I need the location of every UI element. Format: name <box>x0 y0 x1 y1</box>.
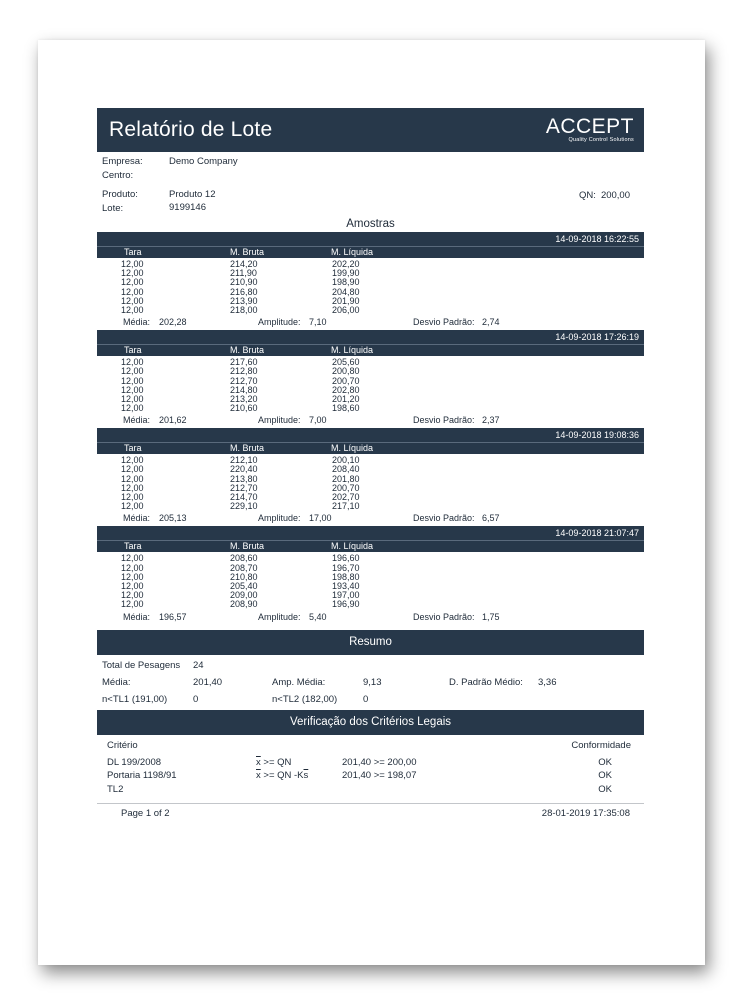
desvio-label: Desvio Padrão: <box>413 317 475 328</box>
media-value: 201,62 <box>159 415 187 426</box>
media-label: Média: <box>123 415 151 426</box>
sample-datetime: 14-09-2018 17:26:19 <box>97 330 644 344</box>
bruta-cell: 214,70 <box>230 492 258 502</box>
empresa-label: Empresa: <box>102 156 143 167</box>
sample-column-header <box>97 246 644 258</box>
tara-cell: 12,00 <box>121 473 144 484</box>
bruta-cell: 214,20 <box>230 259 258 269</box>
desvio-label: Desvio Padrão: <box>413 513 475 524</box>
liquida-cell: 198,60 <box>332 403 360 414</box>
amplitude-label: Amplitude: <box>258 415 301 426</box>
col-tara: Tara <box>124 247 142 257</box>
tara-cell: 12,00 <box>121 455 144 466</box>
bruta-cell: 211,90 <box>230 268 257 279</box>
liquida-cell: 196,90 <box>332 599 360 610</box>
table-row <box>97 358 644 367</box>
amplitude-label: Amplitude: <box>258 317 301 328</box>
produto-label: Produto: <box>102 189 138 200</box>
tara-cell: 12,00 <box>121 553 144 564</box>
sample-rows <box>97 356 644 413</box>
tl1-label: n<TL1 (191,00) <box>102 693 168 705</box>
tara-cell: 12,00 <box>121 580 144 591</box>
liquida-cell: 204,80 <box>332 286 360 297</box>
sample-column-header <box>97 442 644 454</box>
liquida-cell: 202,70 <box>332 492 360 502</box>
tara-cell: 12,00 <box>121 277 144 288</box>
report-info <box>97 152 644 216</box>
resumo-title: Resumo <box>97 630 644 655</box>
logo-subtitle: Quality Control Solutions <box>568 137 634 144</box>
formula-dl <box>256 757 291 768</box>
bruta-cell: 229,10 <box>230 501 258 512</box>
dp-value: 3,36 <box>538 676 557 688</box>
sample-block <box>97 330 644 428</box>
amplitude-label: Amplitude: <box>258 611 301 622</box>
table-row <box>97 386 644 395</box>
tara-cell: 12,00 <box>121 286 144 297</box>
sample-stats <box>97 610 644 625</box>
col-bruta: M. Bruta <box>230 541 265 552</box>
empresa-value: Demo Company <box>169 156 238 167</box>
tara-cell: 12,00 <box>121 393 144 404</box>
amp-value: 9,13 <box>363 676 382 688</box>
liquida-cell: 196,60 <box>332 553 360 564</box>
table-row <box>97 377 644 386</box>
bruta-cell: 213,20 <box>230 393 258 404</box>
sample-datetime: 14-09-2018 21:07:47 <box>97 526 644 540</box>
bruta-cell: 212,70 <box>230 375 258 386</box>
total-value: 24 <box>193 659 204 671</box>
table-row <box>97 573 644 582</box>
media-value: 196,57 <box>159 611 187 622</box>
media-value: 205,13 <box>159 513 187 524</box>
amplitude-label: Amplitude: <box>258 513 301 524</box>
table-row <box>97 582 644 591</box>
liquida-cell: 200,70 <box>332 482 360 493</box>
resumo-section <box>97 655 644 707</box>
total-label: Total de Pesagens <box>102 659 181 671</box>
centro-label: Centro: <box>102 170 134 181</box>
table-row <box>97 502 644 511</box>
bruta-cell: 213,90 <box>230 295 258 306</box>
media-label: Média: <box>102 676 131 688</box>
logo-wordmark: ACCEPT <box>545 115 634 139</box>
table-row <box>97 395 644 404</box>
liquida-cell: 193,40 <box>332 580 360 591</box>
dp-label: D. Padrão Médio: <box>449 676 523 688</box>
bruta-cell: 208,70 <box>230 562 258 573</box>
liquida-cell: 198,90 <box>332 277 360 288</box>
page-footer <box>97 804 644 820</box>
sample-datetime: 14-09-2018 19:08:36 <box>97 428 644 442</box>
sample-stats <box>97 511 644 526</box>
bruta-cell: 212,80 <box>230 366 258 377</box>
liquida-cell: 196,70 <box>332 562 360 573</box>
tara-cell: 12,00 <box>121 384 144 395</box>
liquida-cell: 197,00 <box>332 590 360 601</box>
table-row <box>97 367 644 376</box>
tara-cell: 12,00 <box>121 268 144 279</box>
col-tara: Tara <box>124 443 142 454</box>
criterio-tl2: TL2 <box>107 783 124 795</box>
formula-portaria <box>256 770 308 781</box>
x-bar-symbol: $\overline{x}$ <box>256 769 261 781</box>
verificacao-title: Verificação dos Critérios Legais <box>97 710 644 735</box>
bruta-cell: 217,60 <box>230 357 258 368</box>
sample-stats <box>97 315 644 330</box>
sample-column-header <box>97 540 644 552</box>
amp-label: Amp. Média: <box>272 676 326 688</box>
report-title: Relatório de Lote <box>109 118 273 141</box>
liquida-cell: 205,60 <box>332 357 360 368</box>
table-row <box>97 288 644 297</box>
liquida-cell: 201,20 <box>332 393 360 404</box>
table-row <box>97 278 644 287</box>
bruta-cell: 210,60 <box>230 403 258 414</box>
produto-value: Produto 12 <box>169 189 216 200</box>
lote-label: Lote: <box>102 203 124 214</box>
liquida-cell: 199,90 <box>332 268 360 279</box>
tara-cell: 12,00 <box>121 590 144 601</box>
report-content <box>97 108 644 820</box>
desvio-value: 6,57 <box>482 513 500 524</box>
bruta-cell: 208,60 <box>230 553 258 564</box>
tara-cell: 12,00 <box>121 501 144 512</box>
sample-block <box>97 526 644 624</box>
tara-cell: 12,00 <box>121 571 144 582</box>
amplitude-value: 5,40 <box>309 611 327 622</box>
accept-logo <box>546 116 634 144</box>
check-portaria: 201,40 >= 198,07 <box>342 769 417 781</box>
check-dl: 201,40 >= 200,00 <box>342 756 417 768</box>
sample-rows <box>97 552 644 609</box>
table-row <box>97 591 644 600</box>
sample-rows <box>97 258 644 315</box>
desvio-label: Desvio Padrão: <box>413 415 475 426</box>
desvio-value: 2,37 <box>482 415 500 426</box>
tara-cell: 12,00 <box>121 304 144 315</box>
verificacao-section <box>97 735 644 803</box>
bruta-cell: 210,80 <box>230 571 258 582</box>
bruta-cell: 216,80 <box>230 286 258 297</box>
tl2-label: n<TL2 (182,00) <box>272 693 338 705</box>
amplitude-value: 17,00 <box>309 513 332 524</box>
liquida-cell: 198,80 <box>332 571 360 582</box>
bruta-cell: 209,00 <box>230 590 258 601</box>
sample-datetime: 14-09-2018 16:22:55 <box>97 232 644 246</box>
liquida-cell: 208,40 <box>332 464 360 475</box>
media-label: Média: <box>123 611 151 622</box>
col-liquida: M. Líquida <box>331 345 374 356</box>
table-row <box>97 493 644 502</box>
tara-cell: 12,00 <box>121 482 144 493</box>
samples-list <box>97 232 644 625</box>
table-row <box>97 600 644 609</box>
result-dl: OK <box>598 756 612 768</box>
liquida-cell: 202,80 <box>332 384 360 395</box>
formula-dl-text: >= QN <box>263 756 292 768</box>
table-row <box>97 260 644 269</box>
col-tara: Tara <box>124 345 142 356</box>
criterio-portaria: Portaria 1198/91 <box>107 769 177 781</box>
tara-cell: 12,00 <box>121 403 144 414</box>
col-tara: Tara <box>124 541 142 552</box>
samples-section-title: Amostras <box>346 218 395 230</box>
table-row <box>97 564 644 573</box>
tl2-value: 0 <box>363 693 369 705</box>
tara-cell: 12,00 <box>121 366 144 377</box>
bruta-cell: 208,90 <box>230 599 258 610</box>
table-row <box>97 404 644 413</box>
page-number: Page 1 of 2 <box>121 807 170 819</box>
tara-cell: 12,00 <box>121 375 144 386</box>
desvio-value: 1,75 <box>482 611 500 622</box>
col-liquida: M. Líquida <box>331 247 374 257</box>
qn-label: QN: <box>579 190 596 201</box>
table-row <box>97 484 644 493</box>
col-bruta: M. Bruta <box>230 345 265 356</box>
bruta-cell: 212,70 <box>230 482 258 493</box>
tara-cell: 12,00 <box>121 464 144 475</box>
col-bruta: M. Bruta <box>230 443 265 454</box>
tl1-value: 0 <box>193 693 199 705</box>
media-label: Média: <box>123 317 151 328</box>
tara-cell: 12,00 <box>121 599 144 610</box>
liquida-cell: 202,20 <box>332 259 360 269</box>
lote-value: 9199146 <box>169 202 206 213</box>
criterio-dl: DL 199/2008 <box>107 756 162 768</box>
amplitude-value: 7,10 <box>309 317 327 328</box>
formula-portaria-text: >= QN -K <box>263 769 304 781</box>
bruta-cell: 205,40 <box>230 580 258 591</box>
liquida-cell: 200,80 <box>332 366 360 377</box>
result-tl2: OK <box>598 783 612 795</box>
table-row <box>97 475 644 484</box>
col-liquida: M. Líquida <box>331 541 374 552</box>
table-row <box>97 269 644 278</box>
col-liquida: M. Líquida <box>331 443 374 454</box>
media-value: 201,40 <box>193 676 223 688</box>
liquida-cell: 201,90 <box>332 295 360 306</box>
criterio-header: Critério <box>107 739 138 751</box>
qn-value: 200,00 <box>600 190 630 201</box>
sample-block <box>97 232 644 330</box>
desvio-label: Desvio Padrão: <box>413 611 475 622</box>
sample-block <box>97 428 644 526</box>
col-bruta: M. Bruta <box>230 247 265 257</box>
table-row <box>97 554 644 563</box>
bruta-cell: 212,10 <box>230 455 258 466</box>
bruta-cell: 210,90 <box>230 277 258 288</box>
bruta-cell: 213,80 <box>230 473 258 484</box>
liquida-cell: 200,70 <box>332 375 360 386</box>
table-row <box>97 456 644 465</box>
bruta-cell: 220,40 <box>230 464 258 475</box>
report-header <box>97 108 644 152</box>
table-row <box>97 306 644 315</box>
print-datetime: 28-01-2019 17:35:08 <box>541 807 630 819</box>
qn-field <box>579 190 630 201</box>
tara-cell: 12,00 <box>121 357 144 368</box>
media-label: Média: <box>123 513 151 524</box>
bruta-cell: 218,00 <box>230 304 258 315</box>
sample-rows <box>97 454 644 511</box>
desvio-value: 2,74 <box>482 317 500 328</box>
tara-cell: 12,00 <box>121 295 144 306</box>
table-row <box>97 297 644 306</box>
sample-column-header <box>97 344 644 356</box>
amplitude-value: 7,00 <box>309 415 327 426</box>
report-page <box>38 40 705 965</box>
result-portaria: OK <box>598 769 612 781</box>
liquida-cell: 217,10 <box>332 501 360 512</box>
table-row <box>97 465 644 474</box>
media-value: 202,28 <box>159 317 187 328</box>
tara-cell: 12,00 <box>121 259 144 269</box>
liquida-cell: 201,80 <box>332 473 360 484</box>
s-bar-symbol: $\overline{s}$ <box>303 769 309 781</box>
liquida-cell: 206,00 <box>332 304 360 315</box>
x-bar-symbol: $\overline{x}$ <box>256 756 261 768</box>
sample-stats <box>97 413 644 428</box>
tara-cell: 12,00 <box>121 492 144 502</box>
conformidade-header: Conformidade <box>571 739 631 751</box>
liquida-cell: 200,10 <box>332 455 360 466</box>
bruta-cell: 214,80 <box>230 384 258 395</box>
tara-cell: 12,00 <box>121 562 144 573</box>
